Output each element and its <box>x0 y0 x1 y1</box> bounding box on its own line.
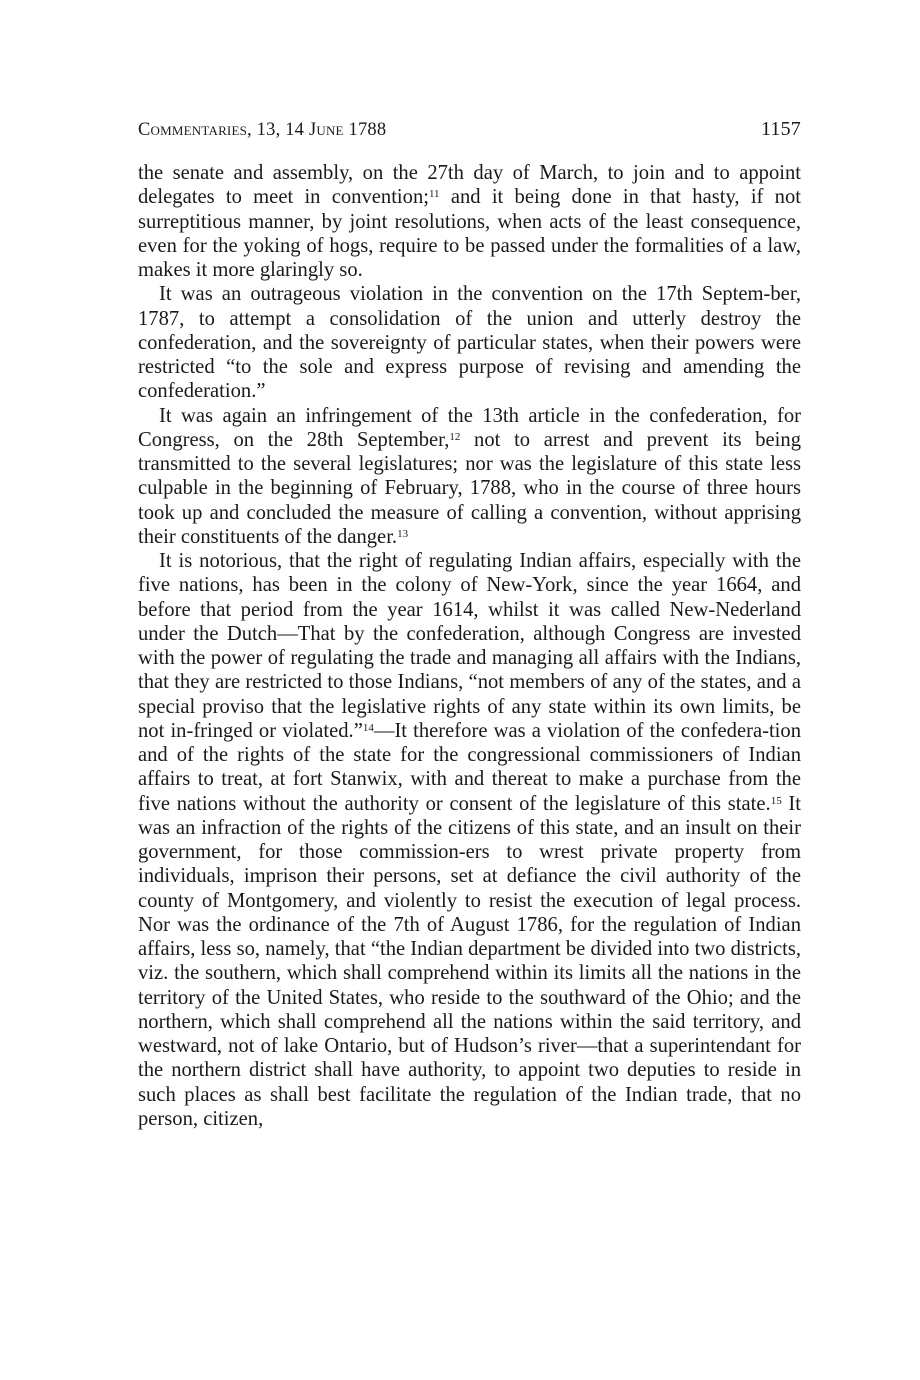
paragraph-text: the senate and assembly, on the 27th day of March, to join and to appoint delegates to meet in convention; <box>138 162 801 209</box>
paragraph-text: and it being done in that hasty, if not surreptitious manner, by joint resolutions, when acts of the least consequence, even for the yoking of hogs, require to be passed under the formalities of a law, makes it more glaringly so. <box>138 186 801 281</box>
footnote-ref: 13 <box>397 527 409 540</box>
paragraph-text: —It therefore was a violation of the confedera-tion and of the rights of the state for the congressional commissioners of Indian affairs to treat, at fort Stanwix, with and thereat to make a purchase from the five nations without the authority or consent of the legislature of this state. <box>138 719 801 815</box>
paragraph-text: It is notorious, that the right of regulating Indian affairs, especially with the five nations, has been in the colony of New-York, since the year 1664, and before that period from the year 1614, whilst it was called New-Nederland under the Dutch—That by the confederation, although Congress are invested with the power of regulating the trade and managing all affairs with the Indians, that they are restricted to those Indians, “not members of any of the states, and a special proviso that the legislative rights of any state within its own limits, be not in-fringed or violated.” <box>138 550 801 742</box>
paragraph <box>138 282 801 403</box>
paragraph <box>138 404 801 550</box>
document-page <box>138 118 801 1131</box>
footnote-ref: 11 <box>428 188 440 201</box>
footnote-ref: 14 <box>362 721 374 734</box>
page-number: 1157 <box>760 118 801 140</box>
paragraph-text: not to arrest and prevent its being transmitted to the several legislatures; nor was the legislature of this state less culpable in the beginning of February, 1788, who in the course of three hours took up and concluded the measure of calling a convention, without apprising their constituents of the danger. <box>138 428 801 548</box>
paragraph-text: It was again an infringement of the 13th article in the confederation, for Congress, on the 28th September, <box>138 404 801 451</box>
body-text <box>138 161 801 1131</box>
paragraph <box>138 161 801 282</box>
running-title: Commentaries, 13, 14 June 1788 <box>138 120 387 140</box>
footnote-ref: 12 <box>449 430 461 443</box>
footnote-ref: 15 <box>770 794 782 807</box>
paragraph-text: It was an outrageous violation in the convention on the 17th Septem-ber, 1787, to attempt a consolidation of the union and utterly destroy the confederation, and the sovereignty of particular states, when their powers were restricted “to the sole and express purpose of revising and amending the confederation.” <box>138 283 801 403</box>
running-head <box>138 118 801 141</box>
paragraph-text: It was an infraction of the rights of the citizens of this state, and an insult on their government, for those commission-ers to wrest private property from individuals, imprison their persons, set at defiance the civil authority of the county of Montgomery, and violently to resist the execution of legal process. Nor was the ordinance of the 7th of August 1786, for the regulation of Indian affairs, less so, namely, that “the Indian department be divided into two districts, viz. the southern, which shall comprehend within its limits all the nations in the territory of the United States, who reside to the southward of the Ohio; and the northern, which shall comprehend all the nations within the said territory, and westward, not of lake Ontario, but of Hudson’s river—that a superintendant for the northern district shall have authority, to appoint two deputies to reside in such places as shall best facilitate the regulation of the Indian trade, that no person, citizen, <box>138 792 801 1130</box>
paragraph <box>138 549 801 1131</box>
